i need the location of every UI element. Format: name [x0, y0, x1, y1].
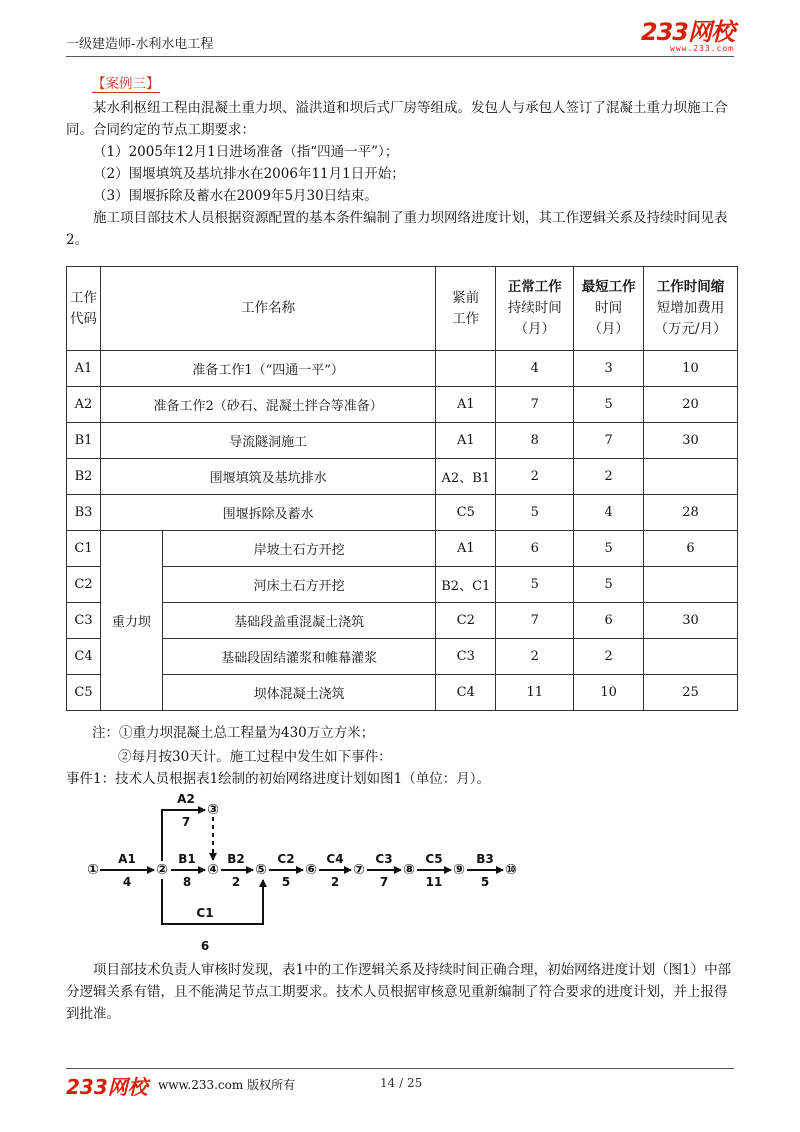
case-title: 【案例三】 [92, 72, 160, 93]
logo-main: 233网校 [640, 18, 734, 46]
table-row: C5 坝体混凝土浇筑 C4 11 10 25 [67, 675, 738, 711]
table-row: C1 重力坝 岸坡土石方开挖 A1 6 5 6 [67, 531, 738, 567]
intro-text [66, 97, 734, 251]
dur-b1: 8 [182, 875, 192, 889]
dur-c2: 5 [281, 875, 291, 889]
footer-copyright: www.233.com 版权所有 [158, 1078, 296, 1092]
label-c5: C5 [425, 852, 443, 866]
dur-b2: 2 [231, 875, 241, 889]
paragraph-2: 施工项目部技术人员根据资源配置的基本条件编制了重力坝网络进度计划，其工作逻辑关系及持续时间见表2。 [66, 210, 728, 248]
requirement-1: （1）2005年12月1日进场准备（指“四通一平”）； [93, 144, 399, 160]
header-code: 工作 代码 [67, 267, 101, 351]
requirement-3: （3）围堰拆除及蓄水在2009年5月30日结束。 [93, 188, 378, 204]
node-2: ② [156, 862, 168, 878]
dur-c1: 6 [200, 939, 210, 953]
header-cost: 工作时间缩 短增加费用 （万元/月） [644, 267, 738, 351]
paragraph-1: 某水利枢纽工程由混凝土重力坝、溢洪道和坝后式厂房等组成。发包人与承包人签订了混凝土重力坝施工合同。合同约定的节点工期要求： [66, 100, 728, 138]
label-a1: A1 [118, 852, 136, 866]
node-4: ④ [207, 862, 219, 878]
table-row: C4 基础段固结灌浆和帷幕灌浆 C3 2 2 [67, 639, 738, 675]
table-row: C3 基础段盖重混凝土浇筑 C2 7 6 30 [67, 603, 738, 639]
header-logo [641, 20, 734, 53]
logo-sub: www.233.com [670, 44, 734, 53]
table-row: C2 河床土石方开挖 B2、C1 5 5 [67, 567, 738, 603]
table-row: A1 准备工作1（“四通一平”） 4 3 10 [67, 351, 738, 387]
note-1: 注：①重力坝混凝土总工程量为430万立方米； [92, 725, 375, 741]
footer-logo: 233网校 [66, 1075, 148, 1099]
header-pred: 紧前 工作 [436, 267, 496, 351]
label-b2: B2 [227, 852, 245, 866]
table-row: B2 围堰填筑及基坑排水 A2、B1 2 2 [67, 459, 738, 495]
label-c4: C4 [326, 852, 344, 866]
label-a2: A2 [177, 792, 195, 806]
dur-c5: 11 [425, 875, 443, 889]
group-label: 重力坝 [100, 531, 162, 711]
node-8: ⑧ [403, 862, 415, 878]
note-2: ②每月按30天计。施工过程中发生如下事件： [118, 749, 392, 765]
header-normal: 正常工作 持续时间 （月） [496, 267, 574, 351]
header-rule [66, 56, 734, 57]
label-c3: C3 [375, 852, 393, 866]
header-short: 最短工作 时间 （月） [574, 267, 644, 351]
work-table [66, 266, 738, 711]
node-1: ① [87, 862, 99, 878]
label-c2: C2 [277, 852, 295, 866]
requirement-2: （2）围堰填筑及基坑排水在2006年11月1日开始； [93, 166, 405, 182]
table-row: B1 导流隧洞施工 A1 8 7 30 [67, 423, 738, 459]
dur-b3: 5 [480, 875, 490, 889]
node-10: ⑩ [505, 862, 517, 878]
node-3: ③ [207, 802, 219, 818]
dur-a1: 4 [122, 875, 132, 889]
table-row: B3 围堰拆除及蓄水 C5 5 4 28 [67, 495, 738, 531]
node-7: ⑦ [353, 862, 365, 878]
event-1: 事件1：技术人员根据表1绘制的初始网络进度计划如图1（单位：月）。 [66, 771, 491, 787]
closing-paragraph: 项目部技术负责人审核时发现，表1中的工作逻辑关系及持续时间正确合理，初始网络进度计划（图1）中部分逻辑关系有错，且不能满足节点工期要求。技术人员根据审核意见重新编制了符合要求的进度计划，并上报得到批准。 [66, 962, 732, 1022]
footer-rule [66, 1068, 734, 1069]
header-title: 一级建造师-水利水电工程 [66, 37, 214, 52]
network-diagram [80, 786, 540, 958]
dur-c3: 7 [379, 875, 389, 889]
label-c1: C1 [196, 906, 214, 920]
dur-a2: 7 [181, 815, 191, 829]
header-name: 工作名称 [100, 267, 435, 351]
node-6: ⑥ [305, 862, 317, 878]
node-9: ⑨ [453, 862, 465, 878]
table-row: A2 准备工作2（砂石、混凝土拌合等准备） A1 7 5 20 [67, 387, 738, 423]
node-5: ⑤ [255, 862, 267, 878]
label-b1: B1 [178, 852, 196, 866]
page-number: 14 / 25 [380, 1076, 423, 1090]
label-b3: B3 [476, 852, 494, 866]
dur-c4: 2 [330, 875, 340, 889]
